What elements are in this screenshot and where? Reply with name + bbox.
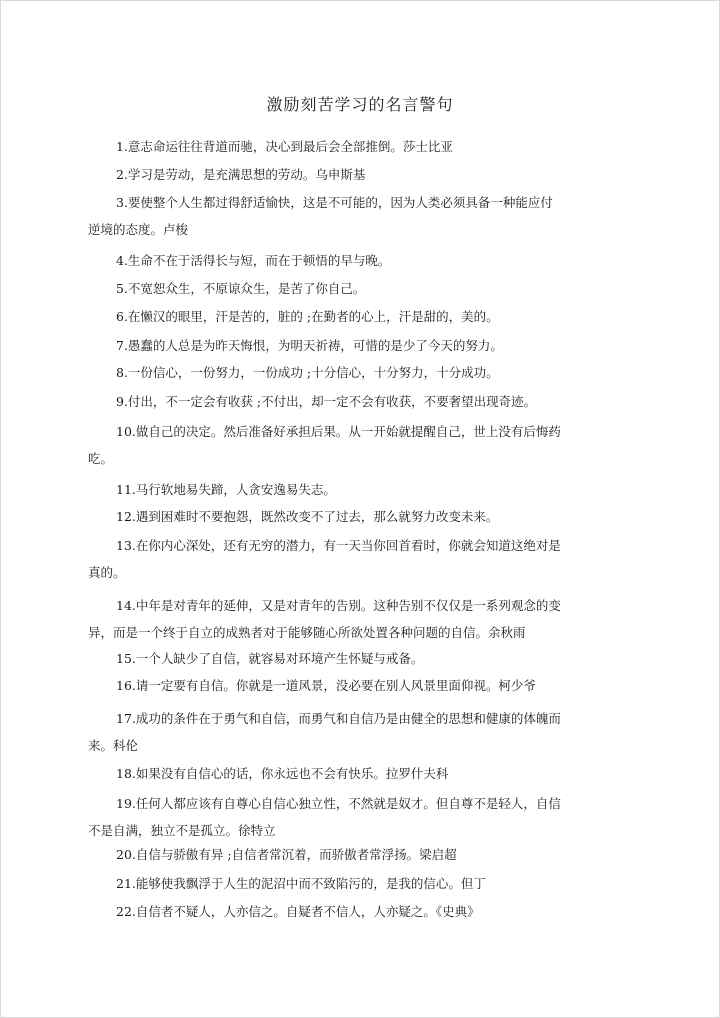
quote-line: 3.要使整个人生都过得舒适愉快，这是不可能的，因为人类必须具备一种能应付 <box>116 195 553 210</box>
quote-item <box>0 898 720 925</box>
quote-item <box>0 532 720 586</box>
quote-item <box>0 189 720 243</box>
quote-item <box>0 503 720 530</box>
quote-item <box>0 592 720 646</box>
quote-line: 不是自满，独立不是孤立。徐特立 <box>88 823 276 838</box>
quote-item <box>0 418 720 472</box>
document-title: 激励刻苦学习的名言警句 <box>266 95 454 114</box>
quote-item <box>0 841 720 868</box>
quote-line: 真的。 <box>88 565 126 580</box>
quote-item <box>0 161 720 188</box>
quote-line: 4.生命不在于活得长与短，而在于顿悟的早与晚。 <box>116 253 391 268</box>
quote-item <box>0 760 720 787</box>
quote-item <box>0 275 720 302</box>
quote-item <box>0 133 720 160</box>
quote-line: 5.不宽恕众生，不原谅众生，是苦了你自己。 <box>116 281 366 296</box>
quote-item <box>0 790 720 844</box>
quote-line: 15.一个人缺少了自信，就容易对环境产生怀疑与戒备。 <box>116 651 424 666</box>
quote-line: 9.付出，不一定会有收获 ;不付出，却一定不会有收获，不要奢望出现奇迹。 <box>116 394 537 409</box>
quote-line: 来。科伦 <box>88 738 139 753</box>
quote-line: 10.做自己的决定。然后准备好承担后果。从一开始就提醒自己，世上没有后悔药 <box>116 424 561 439</box>
quote-item <box>0 705 720 759</box>
quote-item <box>0 870 720 897</box>
quote-line: 18.如果没有自信心的话，你永远也不会有快乐。拉罗什夫科 <box>116 766 449 781</box>
quote-line: 14.中年是对青年的延伸，又是对青年的告别。这种告别不仅仅是一系列观念的变 <box>116 598 561 613</box>
quote-line: 20.自信与骄傲有异 ;自信者常沉着，而骄傲者常浮扬。梁启超 <box>116 847 457 862</box>
quote-item <box>0 332 720 359</box>
quote-line: 异，而是一个终于自立的成熟者对于能够随心所欲处置各种问题的自信。余秋雨 <box>88 625 526 640</box>
quote-item <box>0 645 720 672</box>
quote-line: 11.马行软地易失蹄，人贪安逸易失志。 <box>116 482 336 497</box>
quote-line: 7.愚蠢的人总是为昨天悔恨，为明天祈祷，可惜的是少了今天的努力。 <box>116 338 503 353</box>
quote-line: 22.自信者不疑人，人亦信之。自疑者不信人，人亦疑之。《史典》 <box>116 904 480 919</box>
quote-line: 逆境的态度。卢梭 <box>88 222 189 237</box>
quote-line: 21.能够使我飘浮于人生的泥沼中而不致陷污的，是我的信心。但丁 <box>116 876 486 891</box>
quote-item <box>0 359 720 386</box>
quote-line: 13.在你内心深处，还有无穷的潜力，有一天当你回首看时，你就会知道这绝对是 <box>116 538 561 553</box>
quote-line: 19.任何人都应该有自尊心自信心独立性，不然就是奴才。但自尊不是轻人，自信 <box>116 796 561 811</box>
quote-item <box>0 388 720 415</box>
quote-line: 12.遇到困难时不要抱怨，既然改变不了过去，那么就努力改变未来。 <box>116 509 499 524</box>
quote-line: 6.在懒汉的眼里，汗是苦的，脏的 ;在勤者的心上，汗是甜的，美的。 <box>116 309 499 324</box>
quote-item <box>0 672 720 699</box>
quote-item <box>0 247 720 274</box>
quote-item <box>0 476 720 503</box>
quote-line: 2.学习是劳动，是充满思想的劳动。乌申斯基 <box>116 167 366 182</box>
quote-line: 16.请一定要有自信。你就是一道风景，没必要在别人风景里面仰视。柯少爷 <box>116 678 536 693</box>
quote-item <box>0 303 720 330</box>
quote-line: 17.成功的条件在于勇气和自信，而勇气和自信乃是由健全的思想和健康的体魄而 <box>116 711 561 726</box>
quote-line: 吃。 <box>88 451 114 466</box>
quote-line: 1.意志命运往往背道而驰，决心到最后会全部推倒。莎士比亚 <box>116 139 453 154</box>
quote-line: 8.一份信心，一份努力，一份成功 ;十分信心，十分努力，十分成功。 <box>116 365 499 380</box>
